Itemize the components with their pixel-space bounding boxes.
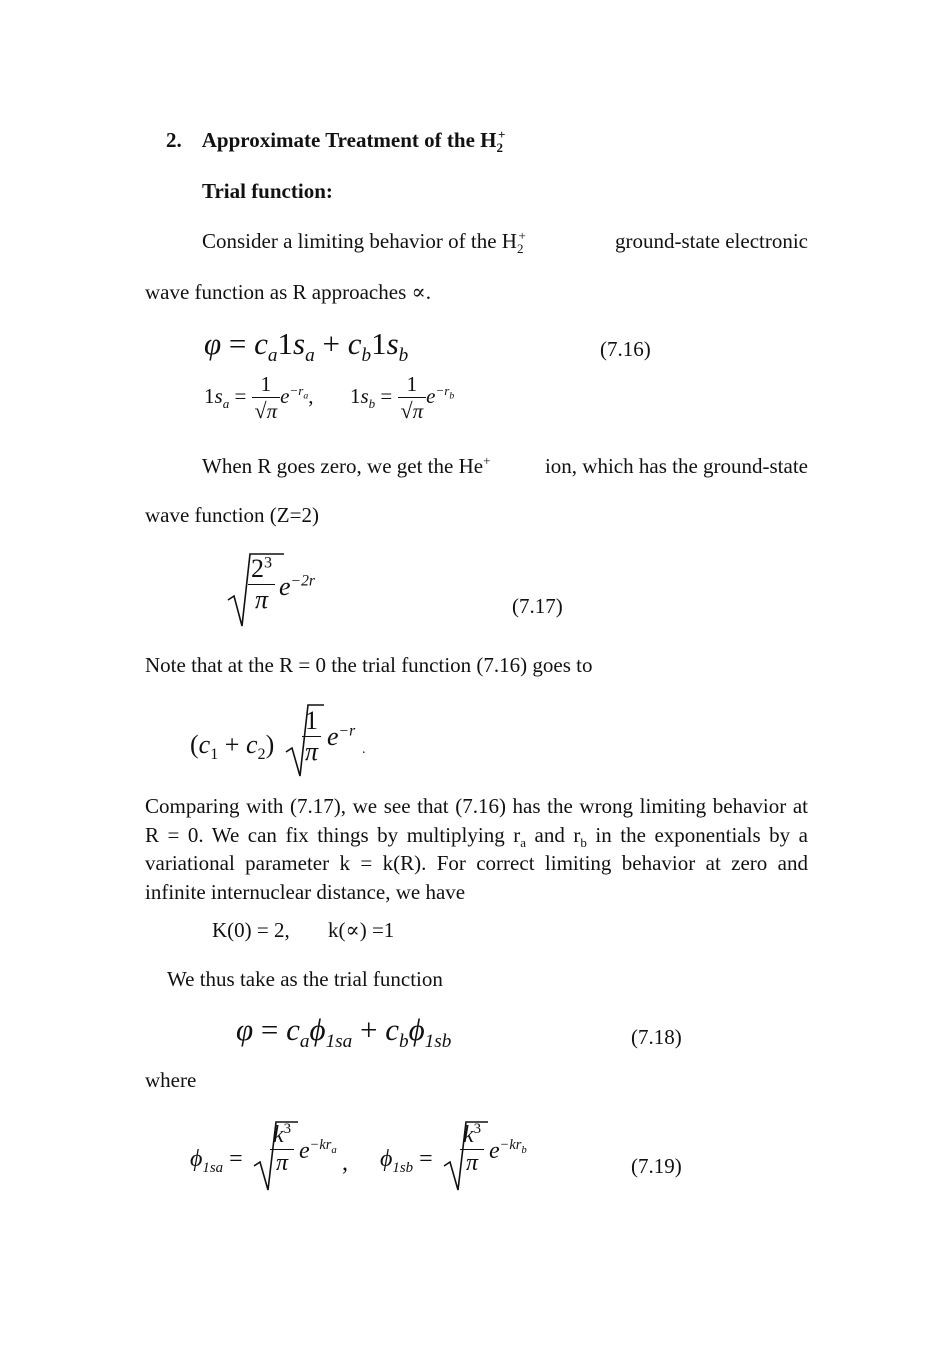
where-text: where — [145, 1068, 197, 1092]
equation-7-16: $\varphi = c_a1s_a + c_b1s_b$ — [204, 326, 409, 367]
equation-number-7-19: (7.19) — [631, 1154, 682, 1178]
trial-function-heading: Trial function: — [202, 179, 333, 203]
paragraph-2-line-1 — [202, 453, 808, 478]
section-heading — [166, 127, 506, 156]
equation-7-19: $\phi_{1sa}$ = $\frac{k^3}{\pi}$ $e^{-kr_a}$ , $\phi_{1sb}$ = $\frac{k^3}{\pi}$ $e^{-kr_b}$ — [190, 1118, 550, 1194]
paragraph-1-line-2: wave function as R approaches ∝. — [145, 280, 431, 304]
p1-text-a: Consider a limiting behavior of the $H_2^+$ — [202, 228, 526, 257]
paragraph-4: Comparing with (7.17), we see that (7.16) has the wrong limiting behavior at R = 0. We can fix things by multiplying $r_a$ and $r_b$ in the exponentials by a variational parameter k = k(R). For correct limiting behavior at zero and infinite internuclear distance, we have — [145, 794, 808, 904]
paragraph-3: Note that at the R = 0 the trial function (7.16) goes to — [145, 653, 593, 677]
p2-text-a: When R goes zero, we get the He+ — [202, 453, 491, 478]
paragraph-5: We thus take as the trial function — [167, 967, 443, 991]
equation-7-18: $\varphi = c_a\phi_{1sa} + c_b\phi_{1sb}$ — [236, 1012, 452, 1053]
limit-k0: K(0) = 2, — [212, 918, 290, 942]
p2-text-b: ion, which has the ground-state — [544, 454, 808, 478]
limit-kinf: k(∝) =1 — [328, 918, 395, 942]
section-title-superscript: + — [498, 127, 506, 142]
equation-number-7-16: (7.16) — [600, 337, 651, 361]
section-title-subscript: 2 — [496, 140, 504, 156]
paragraph-2-line-2: wave function (Z=2) — [145, 503, 319, 527]
paragraph-1-line-1 — [202, 228, 808, 257]
p1-text-b: ground-state electronic — [615, 229, 808, 253]
section-number: 2. — [166, 128, 182, 152]
section-title: Approximate Treatment of the H — [201, 128, 497, 152]
equation-number-7-18: (7.18) — [631, 1025, 682, 1049]
equation-number-7-17: (7.17) — [512, 594, 563, 618]
equation-limit: $(c_1 + c_2)$ $\frac{1}{\pi}$ $e^{-r}$ . — [190, 700, 380, 780]
equation-1s-orbitals: $1s_a$ = $\frac{1}{√\pi}$ $e^{-r_a}$, $1s_b$ = $\frac{1}{√\pi}$ $e^{-r_b}$ — [204, 372, 455, 423]
